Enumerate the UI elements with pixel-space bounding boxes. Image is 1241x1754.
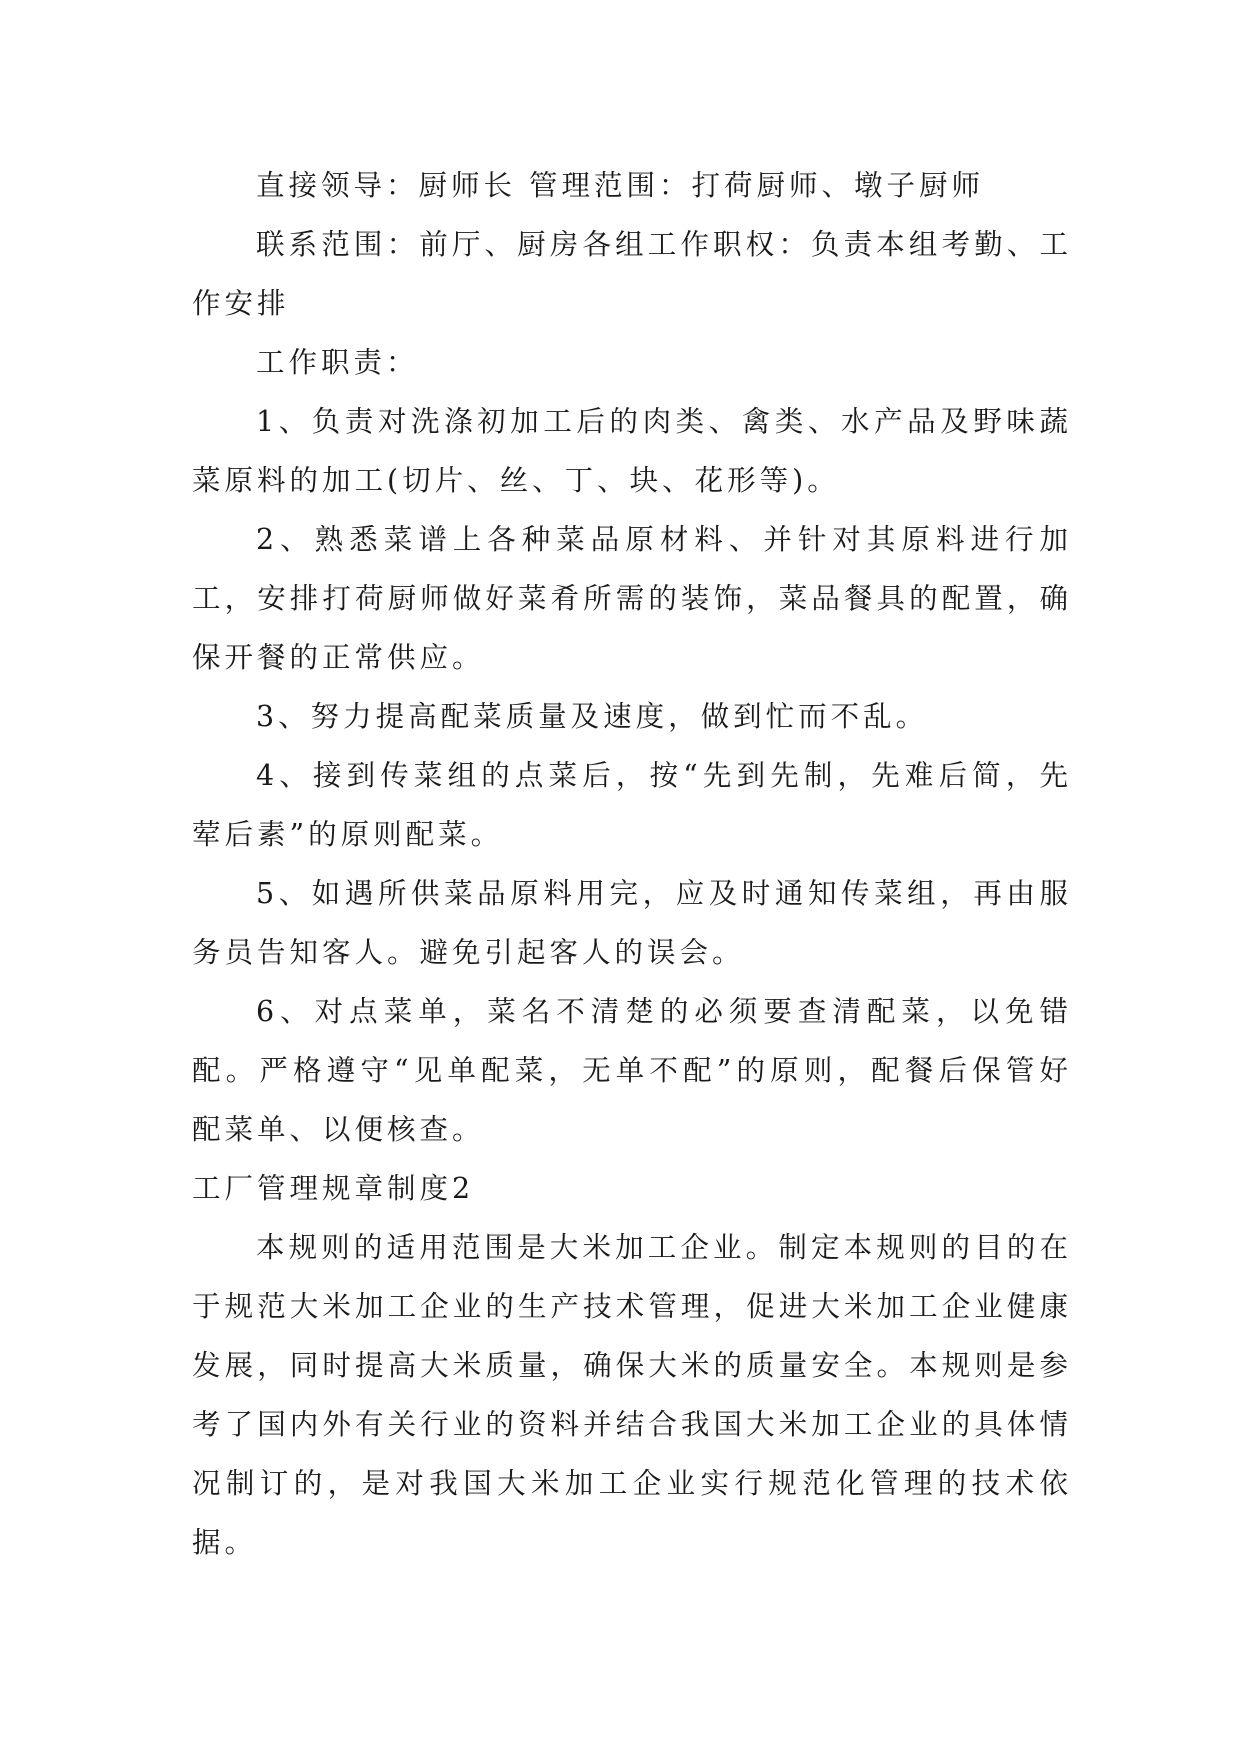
paragraph-duties-label: 工作职责： bbox=[256, 346, 419, 379]
paragraph-duty-4: 4、接到传菜组的点菜后，按“先到先制，先难后简，先荤后素”的原则配菜。 bbox=[192, 759, 1072, 851]
section-title: 工厂管理规章制度2 bbox=[192, 1172, 475, 1205]
paragraph-duty-6: 6、对点菜单，菜名不清楚的必须要查清配菜，以免错配。严格遵守“见单配菜，无单不配”的原则，配餐后保管好配菜单、以便核查。 bbox=[192, 995, 1072, 1146]
paragraph-supervisor: 直接领导：厨师长 管理范围：打荷厨师、墩子厨师 bbox=[256, 169, 985, 202]
paragraph-contact-scope: 联系范围：前厅、厨房各组工作职权：负责本组考勤、工作安排 bbox=[192, 228, 1072, 320]
paragraph-duty-3: 3、努力提高配菜质量及速度，做到忙而不乱。 bbox=[256, 700, 929, 733]
paragraph-section-body: 本规则的适用范围是大米加工企业。制定本规则的目的在于规范大米加工企业的生产技术管理，促进大米加工企业健康发展，同时提高大米质量，确保大米的质量安全。本规则是参考了国内外有关行业的资料并结合我国大米加工企业的具体情况制订的，是对我国大米加工企业实行规范化管理的技术依据。 bbox=[192, 1231, 1072, 1559]
paragraph-duty-5: 5、如遇所供菜品原料用完，应及时通知传菜组，再由服务员告知客人。避免引起客人的误会。 bbox=[192, 877, 1072, 969]
document-body bbox=[192, 156, 1072, 1572]
paragraph-duty-2: 2、熟悉菜谱上各种菜品原材料、并针对其原料进行加工，安排打荷厨师做好菜肴所需的装饰，菜品餐具的配置，确保开餐的正常供应。 bbox=[192, 523, 1072, 674]
paragraph-duty-1: 1、负责对洗涤初加工后的肉类、禽类、水产品及野味蔬菜原料的加工(切片、丝、丁、块、花形等)。 bbox=[192, 405, 1072, 497]
